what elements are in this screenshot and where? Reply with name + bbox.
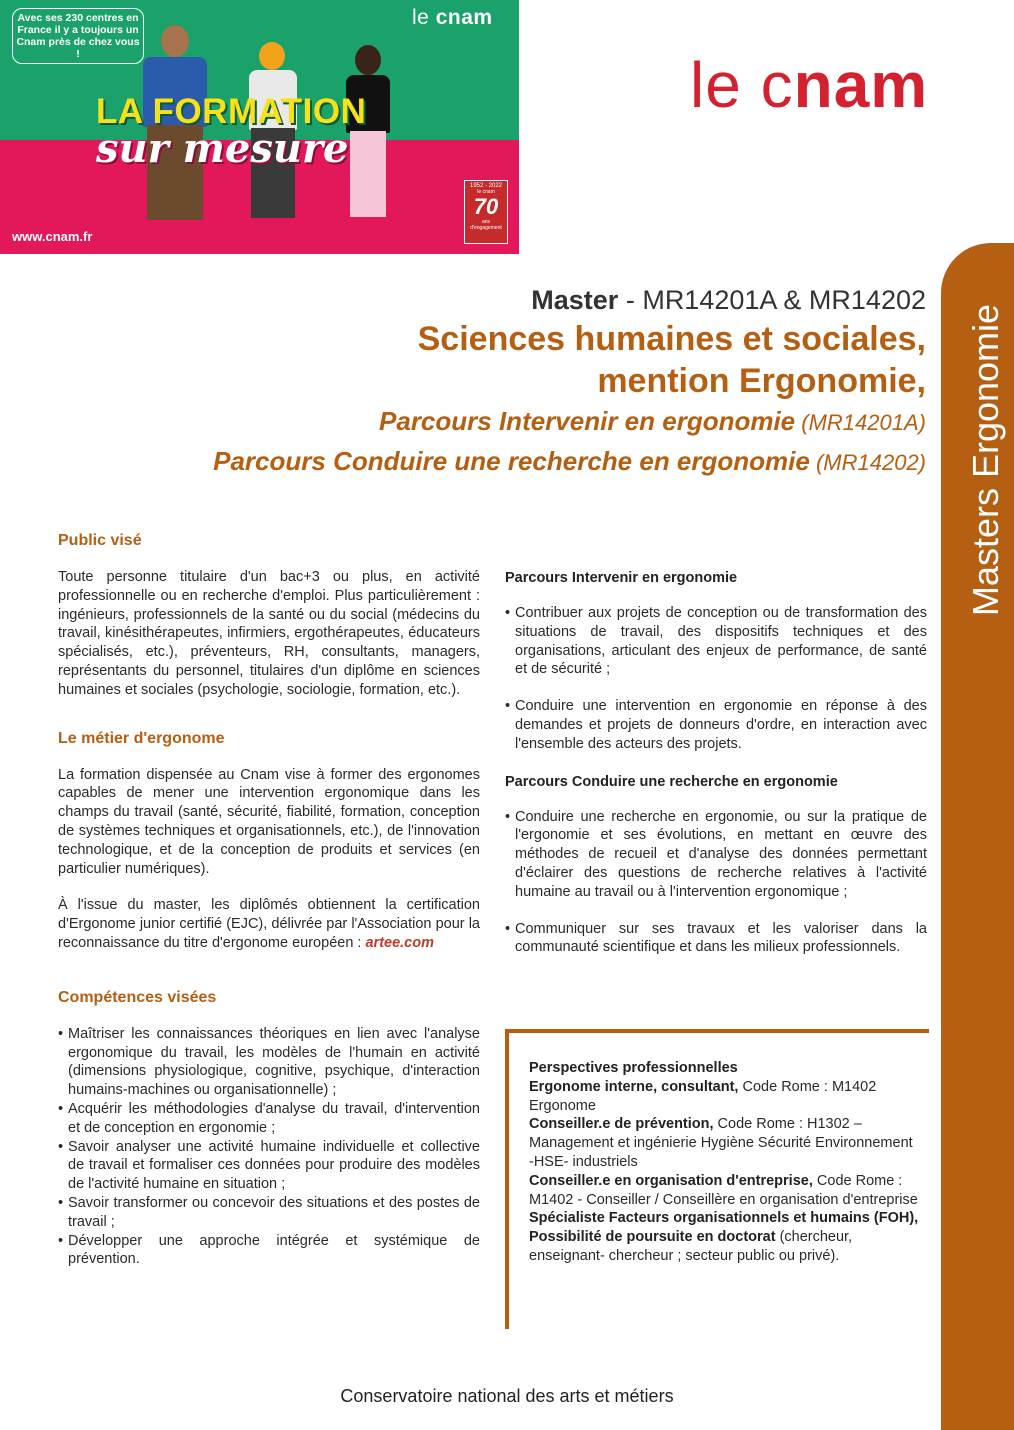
list-item: • Contribuer aux projets de conception ou de transformation des situations de travail, des dispositifs techniques et des organisations, articulant des enjeux de performance, de santé et de sécurité ; (505, 605, 927, 678)
banner-logo: le cnam (412, 6, 493, 29)
list-item: • Acquérir les méthodologies d'analyse du travail, d'intervention et de conception en ergonomie ; (58, 1100, 480, 1136)
right-column (505, 568, 927, 957)
parcours-intervenir-title: Parcours Intervenir en ergonomie (505, 570, 738, 586)
competences-list (58, 1025, 480, 1269)
metier-text2: À l'issue du master, les diplômés obtiennent la certification d'Ergonome junior certifié (EJC), délivrée par l'Association pour la reconnaissance du titre d'ergonome européen : artee.com (58, 897, 480, 951)
perspective-ergonome: Ergonome interne, consultant, Code Rome : M1402 Ergonome (529, 1078, 877, 1114)
perspective-prevention: Conseiller.e de prévention, Code Rome : H1302 – Management et ingénierie Hygiène Sécurité Environnement -HSE- industriels (529, 1116, 913, 1170)
perspective-foh: Spécialiste Facteurs organisationnels et humains (FOH), (529, 1210, 919, 1227)
public-title: Public visé (58, 532, 142, 549)
list-item: • Savoir transformer ou concevoir des situations et des postes de travail ; (58, 1194, 480, 1230)
promo-banner (0, 0, 519, 254)
list-item: • Communiquer sur ses travaux et les valoriser dans la communauté scientifique et dans les milieux professionnels. (505, 920, 927, 956)
banner-url[interactable]: www.cnam.fr (12, 229, 93, 244)
perspective-organisation: Conseiller.e en organisation d'entreprise, Code Rome : M1402 - Conseiller / Conseillère en organisation d'entreprise (529, 1172, 918, 1208)
master-heading (213, 282, 926, 482)
list-item: • Conduire une recherche en ergonomie, ou sur la pratique de l'ergonomie et ses évolutions, en mettant en œuvre des méthodes de recueil et d'analyse des données permettant d'éclairer des questions de recherche relatives à l'activité humaine au travail ou à l'intervention ergonomique ; (505, 808, 927, 900)
list-item: • Maîtriser les connaissances théoriques en lien avec l'analyse ergonomique du travail, les modèles de l'humain en activité (dimensions physiologique, cognitive, psychique, d'interaction humains-machines ou organisationnelle) ; (58, 1025, 480, 1099)
parcours-line1: Parcours Intervenir en ergonomie (MR14201A) (379, 406, 926, 436)
competences-title: Compétences visées (58, 988, 217, 1006)
metier-title: Le métier d'ergonome (58, 729, 225, 747)
parcours-line2: Parcours Conduire une recherche en ergonomie (MR14202) (213, 446, 926, 476)
master-title-line2: mention Ergonomie, (597, 362, 926, 400)
perspective-doctorat: Possibilité de poursuite en doctorat (chercheur, enseignant- chercheur ; secteur public ou privé). (529, 1229, 853, 1264)
perspectives-box (505, 1029, 929, 1329)
metier-text1: La formation dispensée au Cnam vise à former des ergonomes capables de mener une intervention ergonomique dans les champs du travail (santé, sécurité, fiabilité, formation, conception de systèmes techniques et organisationnels, etc.), de l'innovation technologique, et de la conception de produits et services (en particulier numériques). (58, 766, 480, 877)
public-text: Toute personne titulaire d'un bac+3 ou plus, en activité professionnelle ou en recherche d'emploi. Plus particulièrement : ingénieurs, professionnels de la santé ou du social (médecins du travail, kinésithérapeutes, infirmiers, ergothérapeutes, éducateurs spécialisés, etc.), préventeurs, RH, consultants, managers, représentants du personnel, titulaires d'un diplôme en sciences humaines et sociales (psychologie, sociologie, formation, etc.). (58, 569, 480, 698)
parcours-intervenir-list (505, 604, 927, 754)
banner-speech-bubble: Avec ses 230 centres en France il y a toujours un Cnam près de chez vous ! (12, 8, 144, 64)
side-tab-label: Masters Ergonomie (965, 303, 1006, 617)
master-title-line1: Sciences humaines et sociales, (417, 320, 926, 358)
banner-title-line2: sur mesure (96, 125, 349, 172)
left-column (58, 530, 480, 1269)
parcours-recherche-list (505, 808, 927, 958)
banner-title-line1: LA FORMATION (96, 92, 367, 131)
parcours-recherche-title: Parcours Conduire une recherche en ergonomie (505, 773, 838, 790)
list-item: • Développer une approche intégrée et systémique de prévention. (58, 1232, 480, 1268)
master-line: Master - MR14201A & MR14202 (531, 285, 926, 315)
footer-text: Conservatoire national des arts et métiers (340, 1386, 674, 1406)
perspectives-title: Perspectives professionnelles (529, 1060, 738, 1076)
list-item: • Conduire une intervention en ergonomie en réponse à des demandes et projets de donneurs d'ordre, en interaction avec l'ensemble des acteurs des projets. (505, 698, 927, 752)
list-item: • Savoir analyser une activité humaine individuelle et collective de travail et formaliser ces données pour produire des modèles de l'activité humaine en situation ; (58, 1138, 480, 1193)
anniversary-badge: 1952 - 2022 le cnam 70 ans d'engagement (464, 180, 508, 244)
cnam-logo: le cnam (690, 49, 929, 121)
artee-link[interactable]: artee.com (365, 934, 434, 951)
